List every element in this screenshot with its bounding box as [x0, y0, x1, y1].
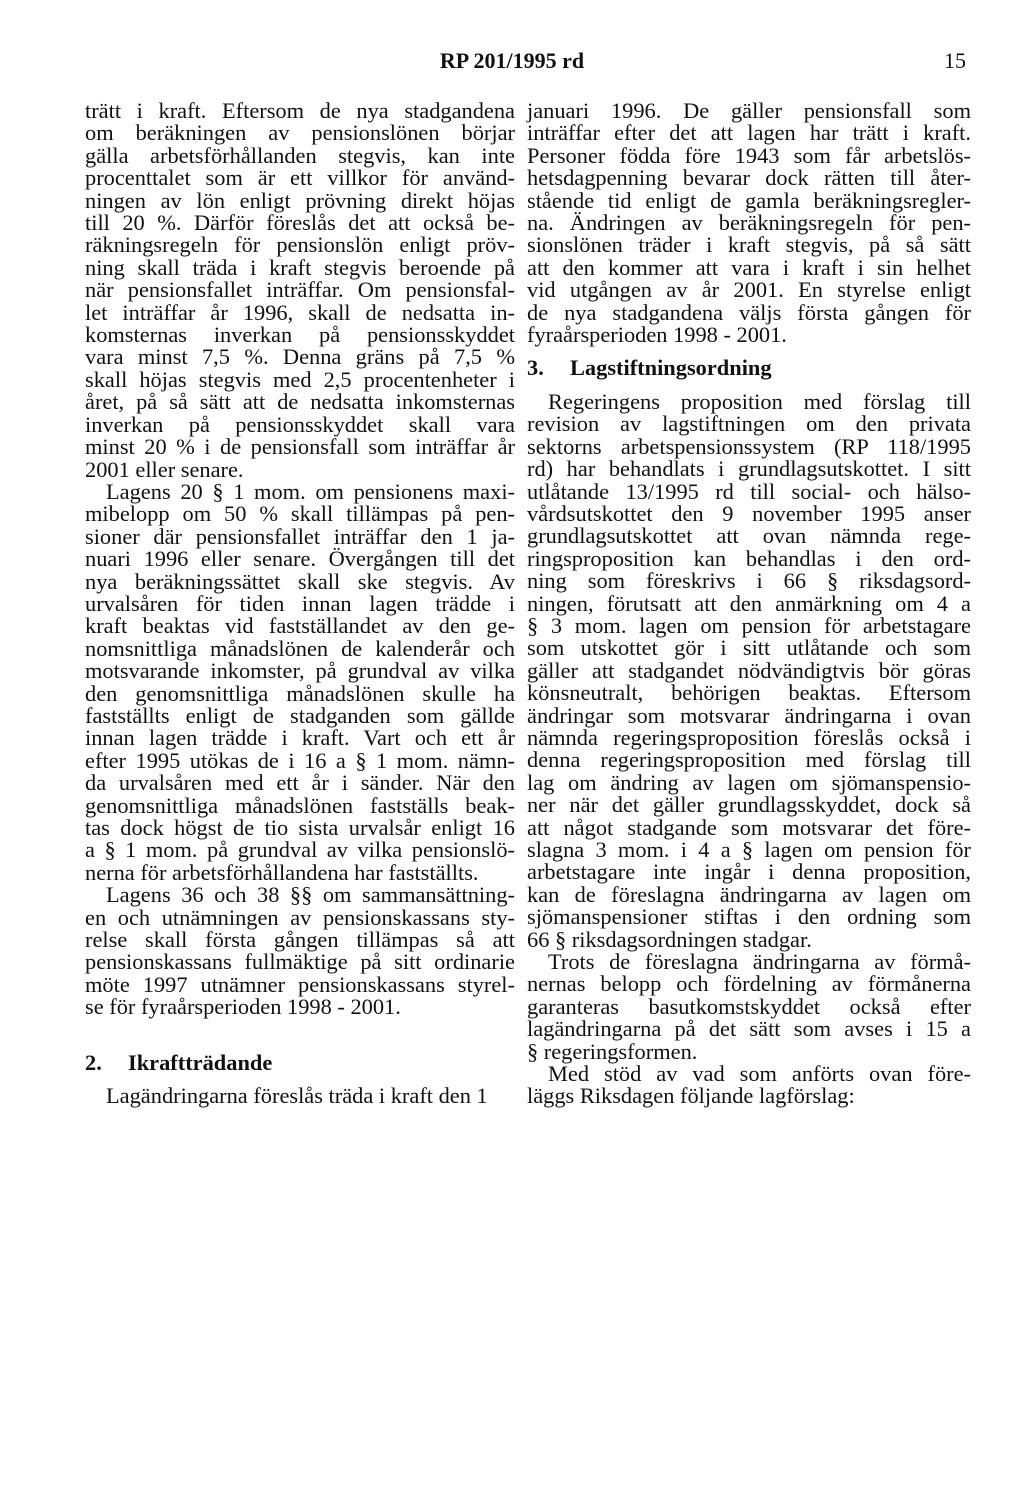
text-line: Trots de föreslagna ändringarna av förmå- — [548, 949, 971, 975]
text-line: om beräkningen av pensionslönen börjar — [85, 120, 515, 146]
text-line: nerna för arbetsförhållandena har fastställts. — [85, 859, 479, 885]
text-line: 66 § riksdagsordningen stadgar. — [527, 926, 812, 952]
text-line: januari 1996. De gäller pensionsfall som — [527, 98, 971, 123]
text-line: nämnda regeringsproposition föreslås också i — [527, 724, 971, 750]
text-line: genomsnittliga månadslönen fastställs beak- — [85, 792, 515, 818]
text-line: läggs Riksdagen följande lagförslag: — [527, 1083, 855, 1109]
section-heading — [85, 1052, 515, 1074]
text-line: vara minst 7,5 %. Denna gräns på 7,5 % — [85, 344, 515, 370]
text-line: inträffar efter det att lagen har trätt i kraft. — [527, 120, 971, 146]
text-line: trätt i kraft. Eftersom de nya stadgandena — [85, 98, 515, 123]
text-line: motsvarande inkomster, på grundval av vilka — [85, 658, 515, 684]
text-line: fyraårsperioden 1998 - 2001. — [527, 322, 787, 348]
section-number: 3. — [527, 355, 544, 381]
text-line: ningen, förutsatt att den anmärkning om 4 a — [527, 590, 971, 616]
text-line: rd) har behandlats i grundlagsutskottet. I sitt — [527, 456, 971, 482]
paragraph — [85, 478, 515, 885]
section-number: 2. — [85, 1050, 102, 1076]
text-line: ringsproposition kan behandlas i den ord- — [527, 545, 971, 571]
text-line: sektorns arbetspensionssystem (RP 118/1995 — [527, 433, 971, 459]
text-line: ningen av lön enligt prövning direkt höjas — [85, 187, 515, 213]
text-line: kan de föreslagna ändringarna av lagen om — [527, 881, 971, 907]
section-title: Lagstiftningsordning — [570, 355, 772, 381]
text-line: utlåtande 13/1995 rd till social- och hälso- — [527, 478, 971, 504]
text-line: se för fyraårsperioden 1998 - 2001. — [85, 994, 401, 1020]
text-line: skall höjas stegvis med 2,5 procentenheter i — [85, 366, 515, 392]
text-line: relse skall första gången tillämpas så att — [85, 927, 515, 953]
text-line: hetsdagpenning bevarar dock rätten till åter- — [527, 165, 971, 191]
text-line: sioner där pensionsfallet inträffar den 1 ja- — [85, 523, 515, 549]
text-line: Lagens 36 och 38 §§ om sammansättning- — [106, 882, 515, 908]
text-line: tas dock högst de tio sista urvalsår enligt 16 — [85, 815, 515, 840]
text-line: revision av lagstiftningen om den privata — [527, 411, 971, 437]
text-line: Regeringens proposition med förslag till — [548, 388, 971, 414]
right-column — [527, 100, 971, 1108]
paragraph — [527, 1063, 971, 1108]
paragraph — [527, 388, 971, 952]
text-line: grundlagsutskottet att ovan nämnda rege- — [527, 523, 971, 549]
text-line: Lagändringarna föreslås träda i kraft den 1 — [106, 1083, 488, 1109]
text-line: ning skall träda i kraft stegvis beroende på — [85, 254, 515, 280]
text-line: nernas belopp och fördelning av förmånerna — [527, 971, 971, 997]
document-header-title: RP 201/1995 rd — [439, 48, 585, 73]
text-line: § regeringsformen. — [527, 1038, 698, 1064]
text-line: de nya stadgandena väljs första gången för — [527, 299, 971, 325]
text-line: fastställts enligt de stadganden som gällde — [85, 702, 515, 728]
text-line: ner när det gäller grundlagsskyddet, dock så — [527, 792, 971, 818]
text-line: Med stöd av vad som anförts ovan före- — [548, 1061, 971, 1087]
section-heading — [527, 357, 971, 379]
text-line: möte 1997 utnämner pensionskassans styrel- — [85, 971, 515, 997]
text-line: a § 1 mom. på grundval av vilka pensionslö- — [85, 837, 515, 863]
text-line: att den kommer att vara i kraft i sin helhet — [527, 254, 971, 280]
text-line: pensionskassans fullmäktige på sitt ordinarie — [85, 949, 515, 975]
text-line: na. Ändringen av beräkningsregeln för pen- — [527, 210, 971, 236]
text-line: Personer födda före 1943 som får arbetslös- — [527, 142, 971, 168]
paragraph — [527, 951, 971, 1063]
text-line: året, på så sätt att de nedsatta inkomsternas — [85, 389, 515, 415]
text-line: arbetstagare inte ingår i denna proposition, — [527, 859, 971, 885]
text-line: komsternas inverkan på pensionsskyddet — [85, 322, 515, 348]
text-line: vårdsutskottet den 9 november 1995 anser — [527, 500, 971, 526]
text-line: nomsnittliga månadslönen de kalenderår och — [85, 635, 515, 661]
text-line: den genomsnittliga månadslönen skulle ha — [85, 680, 515, 706]
text-line: procenttalet som är ett villkor för använd- — [85, 165, 515, 191]
paragraph — [85, 1085, 515, 1107]
text-line: räkningsregeln för pensionslön enligt pröv- — [85, 232, 515, 258]
text-line: efter 1995 utökas de i 16 a § 1 mom. nämn- — [85, 747, 515, 773]
text-line: ändringar som motsvarar ändringarna i ovan — [527, 702, 971, 728]
text-line: sjömanspensioner stiftas i den ordning som — [527, 904, 971, 930]
text-line: könsneutralt, behörigen beaktas. Eftersom — [527, 680, 971, 706]
text-line: let inträffar år 1996, skall de nedsatta in- — [85, 299, 515, 325]
left-column — [85, 100, 515, 1108]
text-line: nya beräkningssättet skall ske stegvis. Av — [85, 568, 515, 594]
text-line: lagändringarna på det sätt som avses i 15 a — [527, 1016, 971, 1042]
text-line: som utskottet gör i sitt utlåtande och som — [527, 635, 971, 661]
text-line: Lagens 20 § 1 mom. om pensionens maxi- — [106, 478, 515, 504]
text-line: urvalsåren för tiden innan lagen trädde i — [85, 590, 515, 616]
text-line: 2001 eller senare. — [85, 456, 244, 482]
text-line: nuari 1996 eller senare. Övergången till det — [85, 546, 515, 572]
text-line: minst 20 % i de pensionsfall som inträffar år — [85, 434, 515, 460]
text-line: ning som föreskrivs i 66 § riksdagsord- — [527, 568, 971, 594]
text-line: da urvalsåren med ett år i sänder. När den — [85, 770, 515, 796]
text-line: garanteras basutkomstskyddet också efter — [527, 993, 971, 1019]
text-line: lag om ändring av lagen om sjömanspensio- — [527, 769, 971, 795]
text-line: kraft beaktas vid fastställandet av den ge- — [85, 613, 515, 639]
text-line: sionslönen träder i kraft stegvis, på så sätt — [527, 232, 971, 258]
text-line: § 3 mom. lagen om pension för arbetstagare — [527, 612, 971, 638]
text-line: denna regeringsproposition med förslag till — [527, 747, 971, 773]
paragraph — [527, 100, 971, 346]
text-line: till 20 %. Därför föreslås det att också be- — [85, 210, 515, 236]
text-line: en och utnämningen av pensionskassans sty- — [85, 904, 515, 930]
text-line: slagna 3 mom. i 4 a § lagen om pension för — [527, 837, 971, 862]
text-line: vid utgången av år 2001. En styrelse enligt — [527, 277, 971, 303]
text-line: gälla arbetsförhållanden stegvis, kan inte — [85, 142, 515, 168]
section-title: Ikraftträdande — [128, 1050, 273, 1076]
paragraph — [85, 884, 515, 1018]
text-line: inverkan på pensionsskyddet skall vara — [85, 411, 515, 437]
text-line: när pensionsfallet inträffar. Om pensionsfal- — [85, 277, 515, 303]
page-number: 15 — [944, 48, 966, 73]
text-line: att något stadgande som motsvarar det före- — [527, 814, 971, 840]
text-line: mibelopp om 50 % skall tillämpas på pen- — [85, 501, 515, 527]
text-line: stående tid enligt de gamla beräkningsregler- — [527, 187, 971, 213]
text-line: gäller att stadgandet nödvändigtvis bör göras — [527, 657, 971, 683]
paragraph — [85, 100, 515, 481]
text-line: innan lagen trädde i kraft. Vart och ett år — [85, 725, 515, 751]
